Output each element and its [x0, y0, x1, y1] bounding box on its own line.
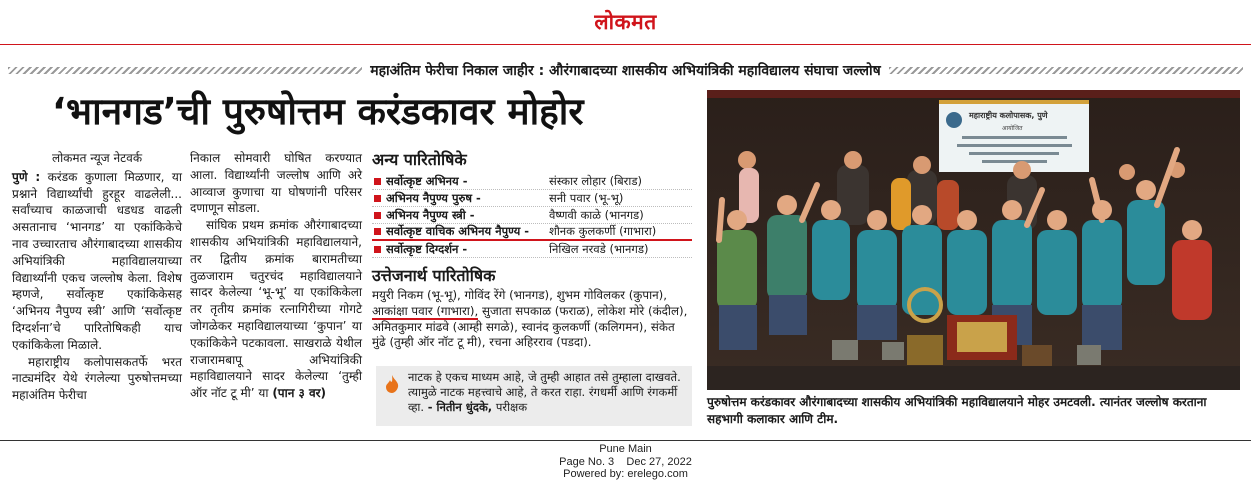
awards-box — [372, 148, 692, 351]
article-paragraph: पुणे : करंडक कुणाला मिळणार, या प्रश्नाने विद्यार्थ्यांची हुरहूर वाढलेली... सर्वांच्याच काळजाची धडधड वाढली असतानाच ‘भानगड’ या एकांकिकेचे नाव उच्चारताच औरंगाबादच्या शासकीय अभियांत्रिकी महाविद्यालयाच्या विद्यार्थ्यांनी एकच जल्लोष केला. विशेष म्हणजे, सर्वोत्कृष्ट एकांकिकेसह ‘अभिनय नैपुण्य स्त्री’ आणि ‘सर्वोत्कृष्ट दिग्दर्शना’चे पारितोषिकही याच एकांकिकेला मिळाले. — [12, 169, 182, 352]
bullet-square-icon — [374, 212, 381, 219]
highlighted-name: आकांक्षा पवार (गाभारा), — [372, 303, 479, 318]
article-column-2 — [190, 150, 362, 402]
award-row: सर्वोत्कृष्ट अभिनय - संस्कार लोहार (बिराड) — [372, 173, 692, 190]
kicker-text: महाअंतिम फेरीचा निकाल जाहीर : औरंगाबादच्या शासकीय अभियांत्रिकी महाविद्यालय संघाचा जल्लोष — [370, 62, 881, 79]
bullet-square-icon — [374, 228, 381, 235]
powered-by-link[interactable]: Powered by: erelego.com — [563, 468, 688, 480]
continued-link[interactable]: (पान ३ वर) — [272, 386, 327, 401]
award-row: अभिनय नैपुण्य स्त्री - वैष्णवी काळे (भानगड) — [372, 207, 692, 224]
hatch-decoration-right — [889, 67, 1243, 74]
article-paragraph: सांघिक प्रथम क्रमांक औरंगाबादच्या शासकीय अभियांत्रिकी महाविद्यालयाने, तर द्वितीय क्रमांक बारामतीच्या तुळजाराम चतुरचंद महाविद्यालयाने सादर केलेल्या ‘भू-भू’ या एकांकिकेला तर तृतीय क्रमांक रत्नागिरीच्या गोगटे जोगळेकर महाविद्यालयाच्या ‘कुपान’ या एकांकिकेने पटकावला. साखराळे येथील राजारामबापू अभियांत्रिकी महाविद्यालयाने सादर केलेल्या ‘तुम्ही ऑर नॉट टू मी’ या (पान ३ वर) — [190, 218, 362, 401]
article-paragraph: निकाल सोमवारी घोषित करण्यात आला. विद्यार्थ्यांनी जल्लोष आणि अरे आव्वाज कुणाचा या घोषणांनी परिसर दणाणून सोडला. — [190, 151, 362, 216]
edition-label: Pune Main — [599, 443, 652, 455]
kicker-row — [8, 62, 1243, 78]
encouragement-list: मयुरी निकम (भू-भू), गोविंद रेंगे (भानगड), शुभम गोविलकर (कुपान), आकांक्षा पवार (गाभारा), सुजाता सपकाळ (फराळ), लोकेश मोरे (कंदील), अमितकुमार मांढवे (आम्ही सगळे), स्वानंद कुलकर्णी (कलिगमन), संकेत मुंढे (तुम्ही ऑर नॉट टू मी), रचना अहिरराव (पडदा). — [372, 288, 688, 350]
article-column-1 — [12, 150, 182, 404]
hatch-decoration-left — [8, 67, 362, 74]
headline: ‘भानगड’ची पुरुषोत्तम करंडकावर मोहोर — [52, 90, 584, 133]
quote-author: - नितीन धुंदके, — [427, 400, 493, 414]
page-info: Page No. 3 Dec 27, 2022 — [559, 455, 692, 468]
encouragement-title: उत्तेजनार्थ पारितोषिक — [372, 266, 496, 285]
quote-box — [376, 366, 692, 426]
footer-divider — [0, 440, 1251, 441]
byline: लोकमत न्यूज नेटवर्क — [51, 151, 143, 165]
celebration-photo-illustration — [707, 90, 1240, 390]
flame-icon — [384, 374, 400, 394]
quote-role: परीक्षक — [492, 400, 528, 414]
footer — [0, 443, 1251, 481]
masthead-divider — [0, 44, 1251, 45]
dateline: पुणे : — [12, 169, 41, 184]
award-row: अभिनय नैपुण्य पुरुष - सनी पवार (भू-भू) — [372, 190, 692, 207]
award-row: सर्वोत्कृष्ट दिग्दर्शन - निखिल नरवडे (भानगड) — [372, 241, 692, 258]
bullet-square-icon — [374, 246, 381, 253]
newspaper-logo: लोकमत — [594, 9, 657, 34]
photo-caption: पुरुषोत्तम करंडकावर औरंगाबादच्या शासकीय अभियांत्रिकी महाविद्यालयाने मोहर उमटवली. त्यानंतर जल्लोष करताना सहभागी कलाकार आणि टीम. — [707, 395, 1207, 426]
awards-title: अन्य पारितोषिके — [372, 150, 467, 169]
stage-banner — [939, 100, 1089, 172]
masthead — [0, 8, 1251, 36]
award-row-highlighted: सर्वोत्कृष्ट वाचिक अभिनय नैपुण्य - शौनक कुलकर्णी (गाभारा) — [372, 224, 692, 241]
banner-title: महाराष्ट्रीय कलोपासक, पुणे — [969, 111, 1048, 120]
banner-subtitle: आयोजित — [1002, 125, 1023, 132]
team-photo — [707, 90, 1240, 390]
bullet-square-icon — [374, 178, 381, 185]
quote-text: नाटक हे एकच माध्यम आहे, जे तुम्ही आहात तसे तुम्हाला दाखवते. त्यामुळे नाटक महत्त्वाचे आहे, ते करत राहा. रंगधर्मी आणि रंगकर्मी व्हा. — [408, 370, 681, 414]
bullet-square-icon — [374, 195, 381, 202]
article-paragraph: महाराष्ट्रीय कलोपासकतर्फे भरत नाट्यमंदिर येथे रंगलेल्या पुरुषोत्तमच्या महाअंतिम फेरीचा — [12, 354, 182, 403]
